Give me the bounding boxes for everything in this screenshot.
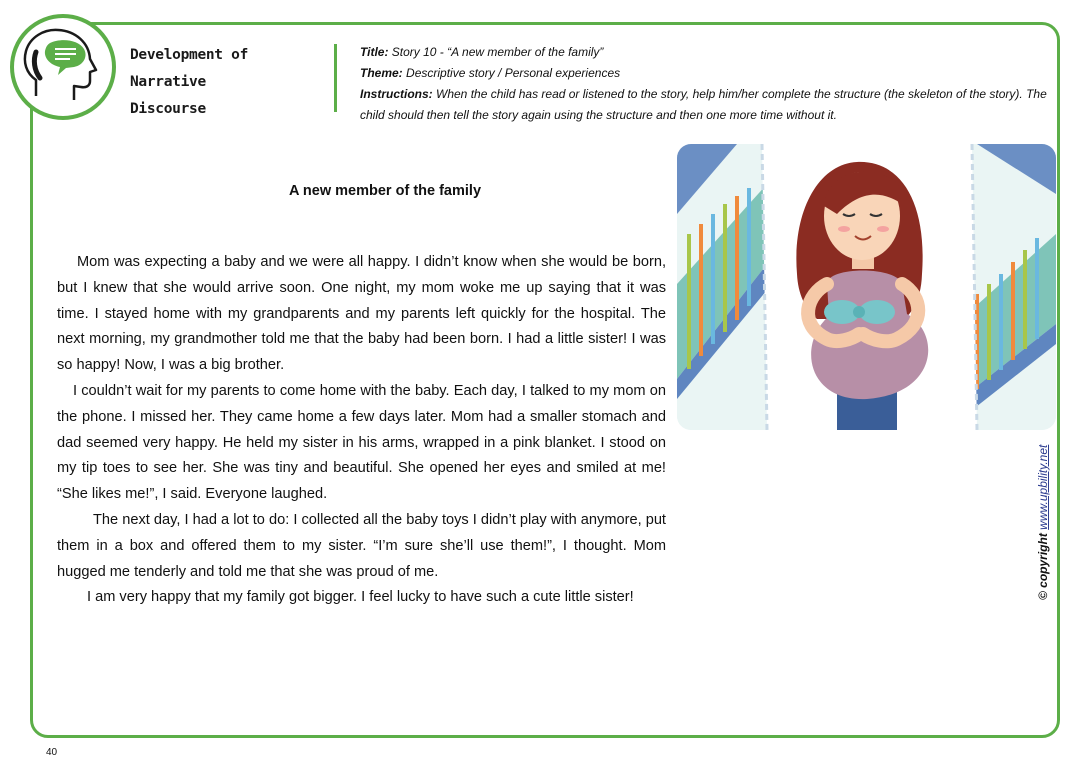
course-title-line2: Discourse — [130, 101, 206, 117]
story-meta — [360, 42, 1060, 126]
meta-title-label: Title: — [360, 45, 389, 59]
story-body — [57, 250, 666, 611]
meta-instructions-label: Instructions: — [360, 87, 433, 101]
meta-theme-value: Descriptive story / Personal experiences — [402, 66, 621, 80]
copyright-link[interactable]: www.upbility.net — [1036, 444, 1050, 530]
story-paragraph: I couldn’t wait for my parents to come home with the baby. Each day, I talked to my mom on the phone. I missed her. They came home a few days later. Mom had a smaller stomach and dad seemed very happy. He held my sister in his arms, wrapped in a pink blanket. I stood on my tip toes to see her. She was tiny and beautiful. She opened her eyes and smiled at me! “She likes me!”, I said. Everyone laughed. — [57, 382, 666, 503]
pregnant-woman-illustration — [677, 144, 1056, 430]
story-paragraph: I am very happy that my family got bigger. I feel lucky to have such a cute little sister! — [87, 589, 634, 606]
meta-title-line — [360, 42, 1060, 63]
meta-theme-label: Theme: — [360, 66, 403, 80]
meta-title-value: Story 10 - “A new member of the family” — [388, 45, 604, 59]
meta-instructions-value: When the child has read or listened to the story, help him/her complete the structure (the skeleton of the story). The child should then tell the story again using the structure and then one more time without it. — [360, 87, 1047, 122]
course-title — [130, 42, 320, 123]
header-divider — [334, 44, 337, 112]
head-speech-logo-icon — [10, 14, 116, 120]
story-paragraph: Mom was expecting a baby and we were all happy. I didn’t know when she would be born, but I knew that she would arrive soon. One night, my mom woke me up saying that it was time. I stayed home with my grandparents and my parents left quickly for the hospital. The next morning, my grandmother told me that the baby had been born. I had a little sister! I was so happy! Now, I was a big brother. — [57, 254, 666, 374]
meta-instructions-line — [360, 84, 1060, 126]
copyright-label: © copyright — [1036, 529, 1050, 600]
copyright-notice — [1036, 445, 1050, 600]
course-title-line1: Development of Narrative — [130, 47, 249, 90]
meta-theme-line — [360, 63, 1060, 84]
story-paragraph: The next day, I had a lot to do: I collected all the baby toys I didn’t play with anymore, put them in a box and offered them to my sister. “I’m sure she’ll use them!”, I thought. Mom hugged me tenderly and told me that she was proud of me. — [57, 511, 666, 580]
page-number: 40 — [46, 747, 58, 758]
story-title: A new member of the family — [288, 183, 482, 199]
